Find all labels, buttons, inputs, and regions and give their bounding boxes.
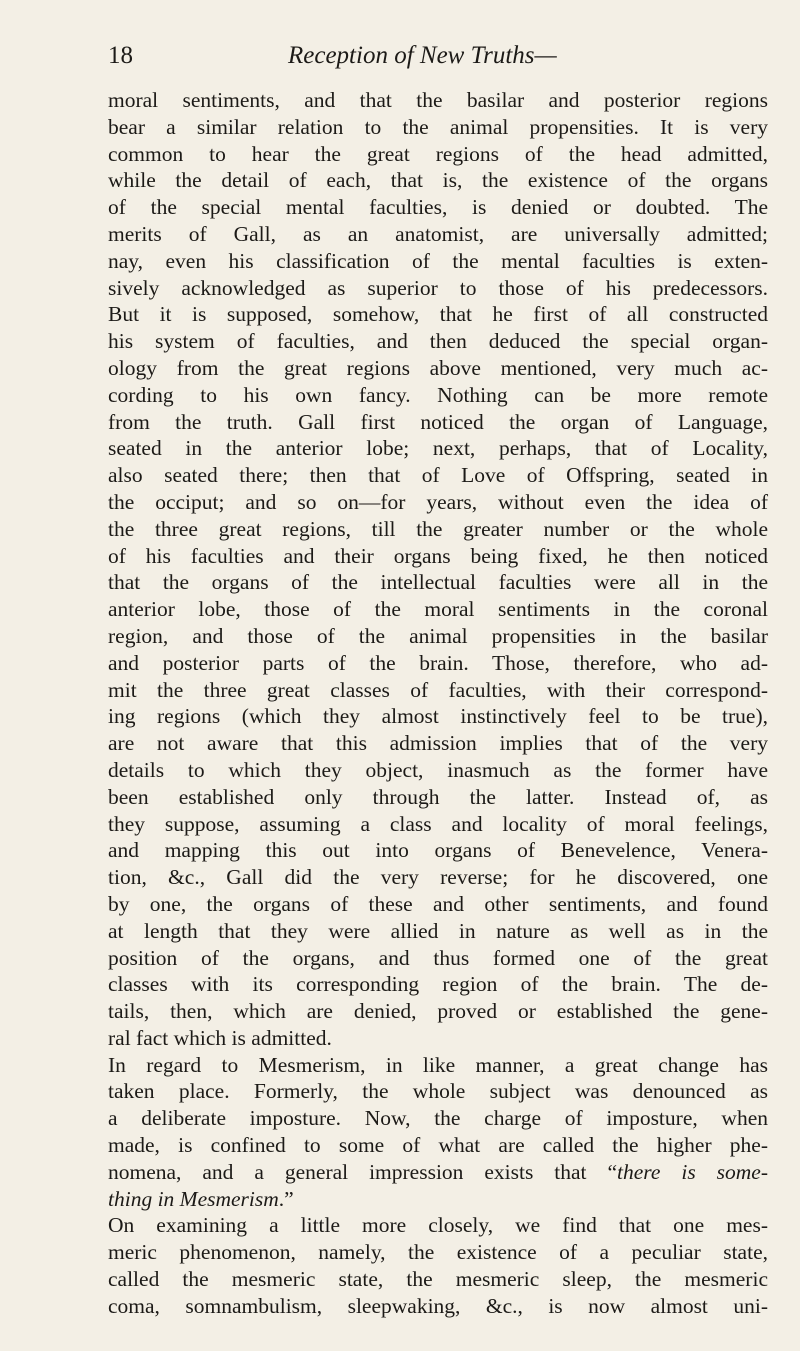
text-line: and mapping this out into organs of Benevelence, Venera- [108, 838, 768, 863]
text-line: details to which they object, inasmuch as the former have [108, 757, 768, 782]
text-line: while the detail of each, that is, the existence of the organs [108, 168, 768, 193]
text-line: region, and those of the animal propensities in the basilar [108, 623, 768, 648]
text-line: ology from the great regions above mentioned, very much ac- [108, 355, 768, 380]
text-line: by one, the organs of these and other sentiments, and found [108, 891, 768, 916]
text-line: and posterior parts of the brain. Those, therefore, who ad- [108, 650, 768, 675]
text-line: been established only through the latter. Instead of, as [108, 784, 768, 809]
text-line: In regard to Mesmerism, in like manner, a great change has [108, 1052, 768, 1077]
text-line: merits of Gall, as an anatomist, are universally admitted; [108, 221, 768, 246]
text-line-with-quote [108, 1159, 768, 1186]
running-head-title: Reception of New Truths— [288, 42, 557, 69]
text-line: ing regions (which they almost instinctively feel to be true), [108, 704, 768, 729]
text-line: But it is supposed, somehow, that he first of all constructed [108, 302, 768, 327]
text-line: also seated there; then that of Love of Offspring, seated in [108, 463, 768, 488]
text-line: of the special mental faculties, is denied or doubted. The [108, 195, 768, 220]
page-number: 18 [108, 42, 133, 69]
text-line: of his faculties and their organs being fixed, he then noticed [108, 543, 768, 568]
text-line: called the mesmeric state, the mesmeric sleep, the mesmeric [108, 1267, 768, 1292]
text-line: mit the three great classes of faculties, with their correspond- [108, 677, 768, 702]
quote-close: .” [278, 1186, 294, 1211]
text-line: tails, then, which are denied, proved or established the gene- [108, 999, 768, 1024]
paragraph-mesmeric-state [108, 1212, 768, 1319]
text-line-with-quote [108, 1186, 768, 1213]
text-line: nay, even his classification of the mental faculties is exten- [108, 248, 768, 273]
text-line: they suppose, assuming a class and locality of moral feelings, [108, 811, 768, 836]
text-line: the occiput; and so on—for years, without even the idea of [108, 489, 768, 514]
paragraph-gall-organology [108, 87, 768, 1052]
text-line: at length that they were allied in nature as well as in the [108, 918, 768, 943]
text-line: from the truth. Gall first noticed the organ of Language, [108, 409, 768, 434]
text-line: made, is confined to some of what are called the higher phe- [108, 1133, 768, 1158]
text-line: are not aware that this admission implies that of the very [108, 731, 768, 756]
text-line: coma, somnambulism, sleepwaking, &c., is now almost uni- [108, 1293, 768, 1318]
text-line: meric phenomenon, namely, the existence of a peculiar state, [108, 1240, 768, 1265]
text-line: tion, &c., Gall did the very reverse; for he discovered, one [108, 865, 768, 890]
text-line: moral sentiments, and that the basilar and posterior regions [108, 88, 768, 112]
text-fragment: nomena, and a general impression exists that “ [108, 1159, 618, 1184]
text-line: taken place. Formerly, the whole subject was denounced as [108, 1079, 768, 1104]
italic-quote: there is some- [617, 1159, 768, 1184]
text-line: common to hear the great regions of the head admitted, [108, 141, 768, 166]
book-page [108, 38, 768, 1320]
text-line: bear a similar relation to the animal propensities. It is very [108, 114, 768, 139]
text-line: that the organs of the intellectual faculties were all in the [108, 570, 768, 595]
italic-quote: thing in Mesmerism [108, 1186, 279, 1211]
text-line: sively acknowledged as superior to those of his predecessors. [108, 275, 768, 300]
text-line: a deliberate imposture. Now, the charge of imposture, when [108, 1106, 768, 1131]
text-line: anterior lobe, those of the moral sentiments in the coronal [108, 597, 768, 622]
text-line: cording to his own fancy. Nothing can be more remote [108, 382, 768, 407]
paragraph-mesmerism-change [108, 1052, 768, 1213]
text-line: the three great regions, till the greater number or the whole [108, 516, 768, 541]
text-line: position of the organs, and thus formed one of the great [108, 945, 768, 970]
running-head [108, 38, 768, 74]
body-text [108, 87, 768, 1320]
text-line: seated in the anterior lobe; next, perhaps, that of Locality, [108, 436, 768, 461]
text-line: classes with its corresponding region of the brain. The de- [108, 972, 768, 997]
text-line: ral fact which is admitted. [108, 1025, 332, 1050]
text-line: his system of faculties, and then deduced the special organ- [108, 329, 768, 354]
text-line: On examining a little more closely, we find that one mes- [108, 1213, 768, 1238]
